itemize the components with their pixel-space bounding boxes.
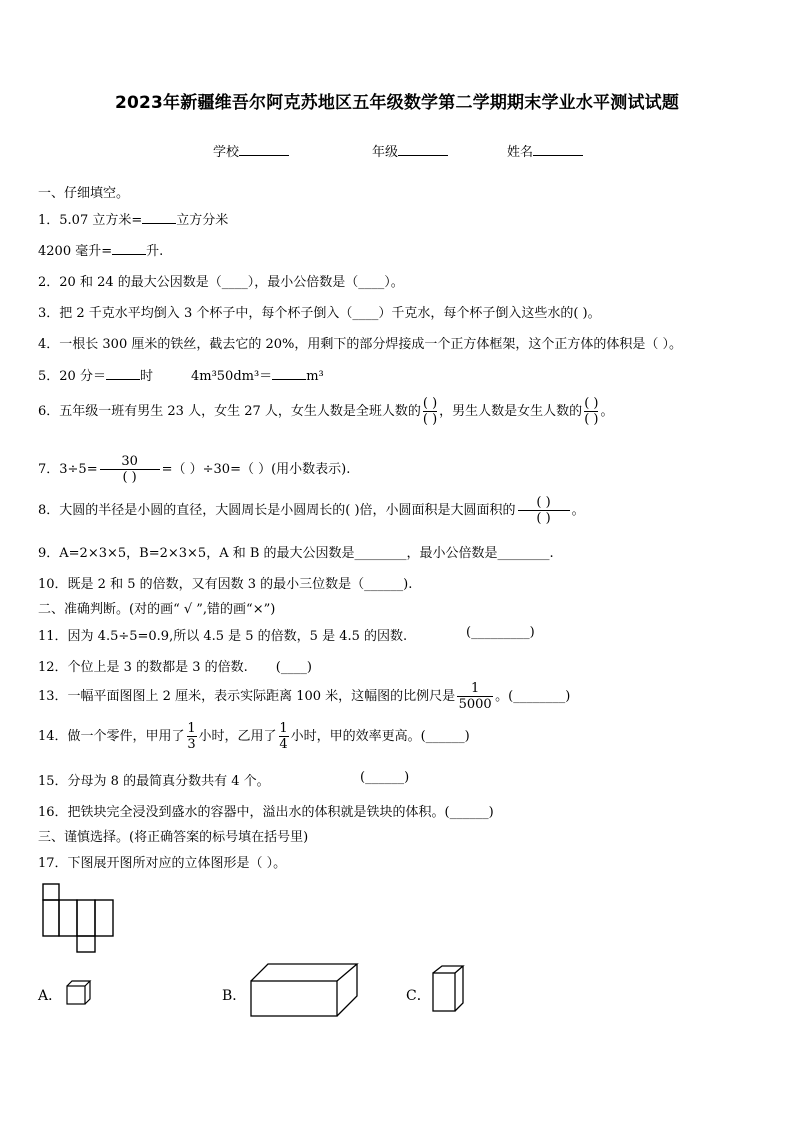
q8-text-b: 。 (571, 503, 585, 518)
q7-fraction[interactable] (100, 454, 160, 485)
q5-blank-b[interactable] (272, 365, 306, 380)
q13-text-b: 。(________) (495, 689, 571, 704)
question-2: 2．20 和 24 的最大公因数是（____），最小公倍数是（____）。 (38, 275, 404, 290)
question-13 (38, 681, 570, 712)
cube-net-figure (38, 882, 118, 954)
question-15 (38, 770, 410, 789)
option-c-label[interactable]: C． (406, 988, 431, 1004)
q6-text-b: ，男生人数是女生人数的 (439, 404, 583, 419)
q8-den: ( ) (536, 511, 551, 526)
q8-text-a: 8．大圆的半径是小圆的直径，大圆周长是小圆周长的( )倍，小圆面积是大圆面积的 (38, 503, 516, 518)
q14-n2: 1 (279, 721, 288, 736)
q1-blank-a[interactable] (142, 209, 176, 224)
grade-field[interactable] (372, 141, 448, 160)
grade-label: 年级 (372, 145, 399, 160)
q7-den: ( ) (122, 470, 137, 485)
q6-f1-den: ( ) (422, 412, 438, 427)
page-title: 2023年新疆维吾尔阿克苏地区五年级数学第二学期期末学业水平测试试题 (114, 93, 680, 113)
option-c-prism[interactable] (432, 965, 466, 1013)
q14-text-a: 14．做一个零件，甲用了 (38, 729, 185, 744)
q7-text-a: 7．3÷5= (38, 462, 98, 477)
school-blank[interactable] (239, 141, 289, 156)
q1-blank-b[interactable] (112, 240, 146, 255)
q6-fraction-2[interactable] (584, 396, 598, 427)
q14-fraction-2 (279, 721, 289, 752)
question-17: 17．下图展开图所对应的立体图形是（ ）。 (38, 856, 287, 871)
q7-num: 30 (121, 454, 138, 469)
question-1 (38, 209, 228, 228)
q5-text-a: 5．20 分＝ (38, 369, 106, 384)
question-10: 10．既是 2 和 5 的倍数，又有因数 3 的最小三位数是（______). (38, 577, 413, 592)
q1-text-a: 1．5.07 立方米= (38, 213, 143, 228)
question-5 (38, 365, 324, 384)
q15-text: 15．分母为 8 的最简真分数共有 4 个。 (38, 774, 270, 789)
q12-answer[interactable]: (____) (275, 660, 312, 675)
question-12 (38, 656, 312, 675)
q14-n1: 1 (187, 721, 196, 736)
school-field[interactable] (213, 141, 289, 160)
q6-text-a: 6．五年级一班有男生 23 人，女生 27 人，女生人数是全班人数的 (38, 404, 421, 419)
q14-text-b: 小时，乙用了 (198, 729, 277, 744)
q6-fraction-1[interactable] (423, 396, 437, 427)
q13-fraction (457, 681, 493, 712)
q14-text-c: 小时，甲的效率更高。(______) (290, 729, 470, 744)
q12-text: 12．个位上是 3 的数都是 3 的倍数. (38, 660, 248, 675)
q8-num: ( ) (536, 495, 551, 510)
q13-num: 1 (471, 681, 480, 696)
question-11 (38, 625, 535, 644)
grade-blank[interactable] (398, 141, 448, 156)
q1-text-d: 升. (146, 244, 164, 259)
q5-text-c: 4m³50dm³＝ (190, 369, 273, 384)
q6-f1-num: ( ) (422, 396, 438, 411)
question-14 (38, 721, 470, 752)
question-16: 16．把铁块完全浸没到盛水的容器中，溢出水的体积就是铁块的体积。(______) (38, 805, 494, 820)
name-blank[interactable] (533, 141, 583, 156)
section-heading-fill: 一、仔细填空。 (38, 186, 130, 201)
q8-fraction[interactable] (518, 495, 570, 526)
option-b-label[interactable]: B． (222, 988, 247, 1004)
q5-text-d: m³ (306, 369, 324, 384)
q6-f2-num: ( ) (584, 396, 599, 411)
q11-answer[interactable]: (_________) (466, 625, 535, 640)
q11-text: 11．因为 4.5÷5=0.9,所以 4.5 是 5 的倍数，5 是 4.5 的因数. (38, 629, 408, 644)
q5-text-b: 时 (139, 369, 153, 384)
option-a-cube[interactable] (66, 980, 92, 1006)
question-3: 3．把 2 千克水平均倒入 3 个杯子中，每个杯子倒入（____）千克水，每个杯子倒入这些水的( )。 (38, 306, 601, 321)
q13-den: 5000 (458, 697, 492, 712)
q5-blank-a[interactable] (106, 365, 140, 380)
section-heading-judge: 二、准确判断。(对的画“ √ ”,错的画“×”) (38, 602, 276, 617)
option-a-label[interactable]: A． (38, 988, 63, 1004)
q14-d2: 4 (279, 737, 288, 752)
q1-text-b: 立方分米 (176, 213, 229, 228)
q6-text-c: 。 (600, 404, 614, 419)
q13-text-a: 13．一幅平面图图上 2 厘米，表示实际距离 100 米，这幅图的比例尺是 (38, 689, 456, 704)
question-1-part2 (38, 240, 163, 259)
q7-text-b: =（ ）÷30=（ ）(用小数表示). (161, 462, 351, 477)
option-b-cuboid[interactable] (250, 962, 360, 1018)
section-heading-choice: 三、谨慎选择。(将正确答案的标号填在括号里) (38, 830, 309, 845)
question-6 (38, 396, 613, 427)
q14-fraction-1 (187, 721, 197, 752)
q6-f2-den: ( ) (584, 412, 599, 427)
q1-text-c: 4200 毫升= (38, 244, 113, 259)
name-field[interactable] (507, 141, 583, 160)
question-9: 9．A=2×3×5，B=2×3×5，A 和 B 的最大公因数是________，最小公倍数是________. (38, 546, 554, 561)
question-8 (38, 495, 585, 526)
q15-answer[interactable]: (______) (360, 770, 410, 785)
question-4: 4．一根长 300 厘米的铁丝，截去它的 20%，用剩下的部分焊接成一个正方体框架，这个正方体的体积是（ ）。 (38, 337, 683, 352)
school-label: 学校 (213, 145, 240, 160)
question-7 (38, 454, 350, 485)
name-label: 姓名 (507, 145, 534, 160)
q14-d1: 3 (187, 737, 196, 752)
